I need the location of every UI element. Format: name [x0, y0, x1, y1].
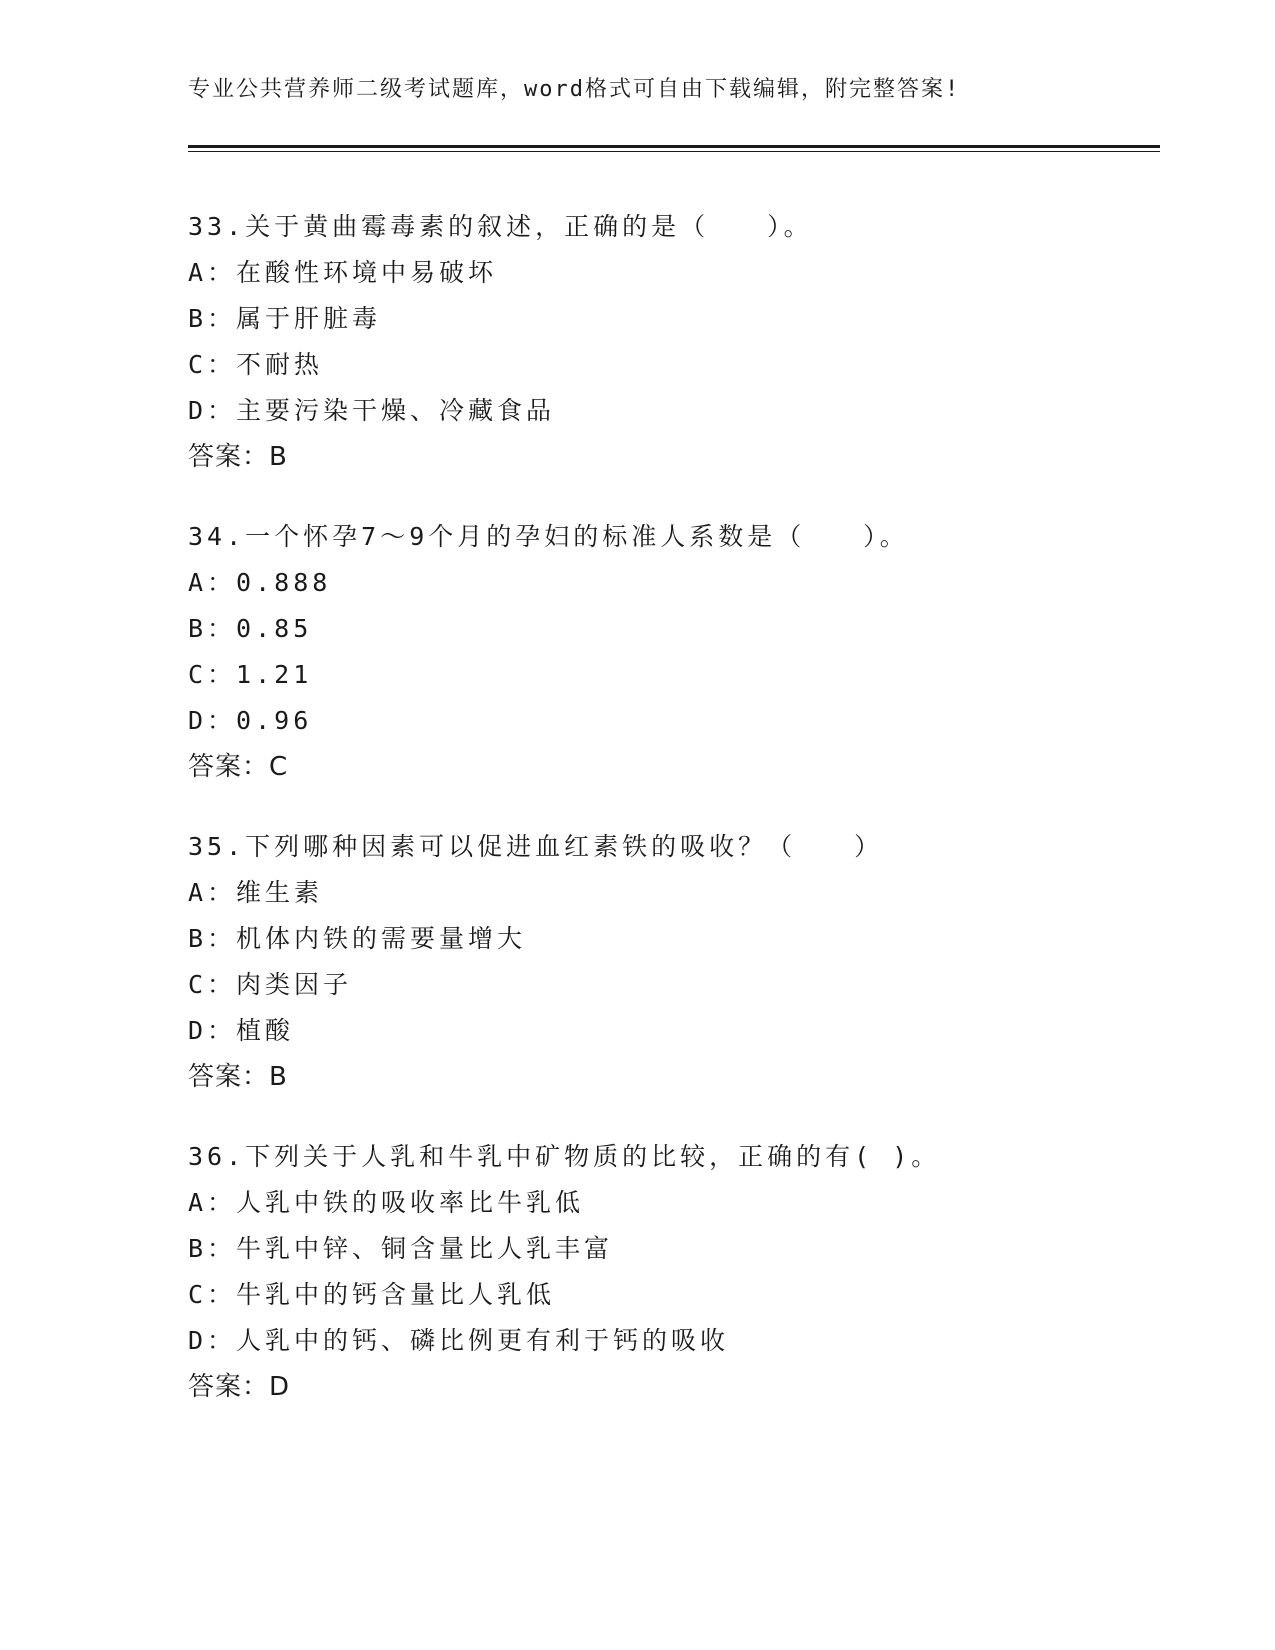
option-d: D：植酸	[188, 1016, 295, 1045]
question-stem: 35.下列哪种因素可以促进血红素铁的吸收？（ ）	[188, 832, 884, 861]
answer-line: 答案：B	[188, 442, 288, 472]
option-b: B：0.85	[188, 614, 313, 643]
question-36	[188, 1134, 1160, 1410]
question-stem: 34.一个怀孕7～9个月的孕妇的标准人系数是（ ）。	[188, 522, 909, 551]
question-34	[188, 514, 1160, 790]
question-stem: 33.关于黄曲霉毒素的叙述，正确的是（ ）。	[188, 212, 813, 241]
option-c: C：肉类因子	[188, 970, 353, 999]
option-d: D：人乳中的钙、磷比例更有利于钙的吸收	[188, 1326, 730, 1355]
option-d: D：0.96	[188, 706, 313, 735]
header-rule-thin	[188, 151, 1160, 152]
option-a: A：在酸性环境中易破坏	[188, 258, 498, 287]
option-c: C：不耐热	[188, 350, 324, 379]
option-b: B：机体内铁的需要量增大	[188, 924, 527, 953]
option-b: B：属于肝脏毒	[188, 304, 382, 333]
answer-line: 答案：C	[188, 752, 289, 782]
answer-line: 答案：D	[188, 1372, 291, 1402]
option-a: A：0.888	[188, 568, 332, 597]
option-a: A：维生素	[188, 878, 324, 907]
option-c: C：牛乳中的钙含量比人乳低	[188, 1280, 556, 1309]
option-d: D：主要污染干燥、冷藏食品	[188, 396, 556, 425]
question-33	[188, 204, 1160, 480]
question-35	[188, 824, 1160, 1100]
answer-line: 答案：B	[188, 1062, 288, 1092]
question-list	[188, 204, 1160, 1444]
question-stem: 36.下列关于人乳和牛乳中矿物质的比较，正确的有( )。	[188, 1142, 941, 1171]
option-b: B：牛乳中锌、铜含量比人乳丰富	[188, 1234, 614, 1263]
page-header: 专业公共营养师二级考试题库，word格式可自由下载编辑，附完整答案!	[188, 77, 961, 102]
header-rule-thick	[188, 145, 1160, 148]
option-c: C：1.21	[188, 660, 313, 689]
option-a: A：人乳中铁的吸收率比牛乳低	[188, 1188, 585, 1217]
